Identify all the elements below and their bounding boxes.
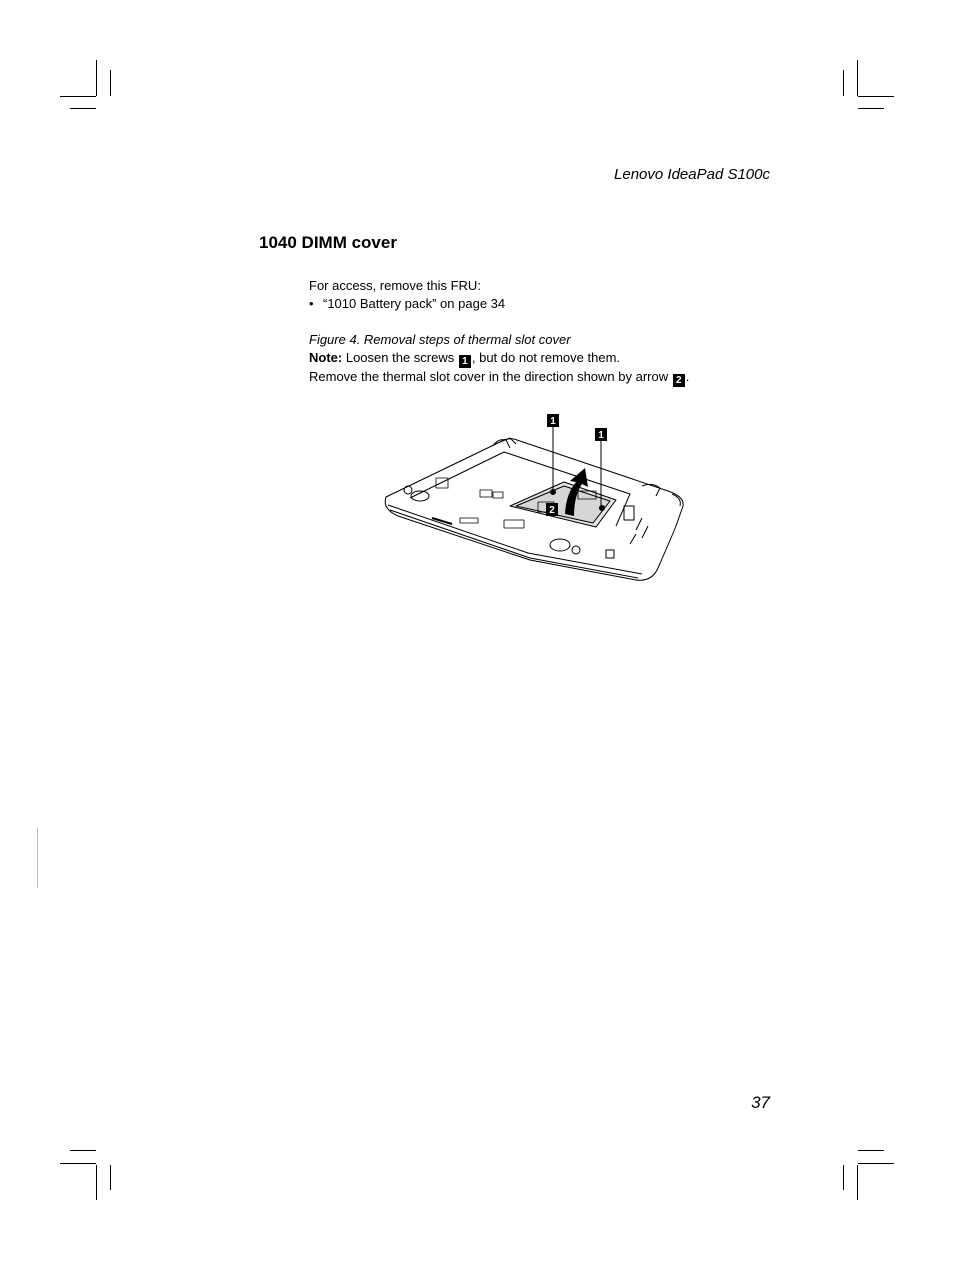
crop-mark	[70, 1150, 96, 1151]
instruction-line	[309, 369, 689, 387]
laptop-bottom-illustration	[380, 410, 690, 595]
crop-mark	[857, 60, 858, 96]
figure-caption: Figure 4. Removal steps of thermal slot cover	[309, 332, 571, 347]
crop-mark	[60, 1163, 96, 1164]
instruction-end: .	[685, 369, 690, 384]
fru-list-item	[309, 296, 505, 311]
fru-reference-link[interactable]: “1010 Battery pack” on page 34	[323, 296, 506, 311]
instruction-text: Remove the thermal slot cover in the direction shown by arrow	[309, 369, 669, 384]
callout-1-badge: 1	[459, 355, 471, 368]
crop-mark	[110, 1165, 111, 1190]
page-number: 37	[751, 1093, 770, 1112]
margin-mark	[37, 828, 38, 888]
crop-mark	[70, 108, 96, 109]
crop-mark	[857, 1165, 858, 1200]
callout-2-badge: 2	[673, 374, 685, 387]
running-header: Lenovo IdeaPad S100c	[614, 166, 770, 183]
bullet-icon: •	[309, 296, 314, 311]
note-text: Loosen the screws	[345, 350, 455, 365]
crop-mark	[858, 1150, 884, 1151]
crop-mark	[96, 60, 97, 96]
note-line	[309, 350, 620, 368]
laptop-bottom-figure	[380, 410, 690, 595]
crop-mark	[96, 1165, 97, 1200]
access-intro: For access, remove this FRU:	[309, 278, 481, 293]
crop-mark	[843, 1165, 844, 1190]
callout-1-label: 1	[598, 430, 604, 441]
crop-mark	[843, 70, 844, 96]
crop-mark	[110, 70, 111, 96]
section-title: 1040 DIMM cover	[259, 233, 397, 252]
crop-mark	[858, 96, 894, 97]
crop-mark	[858, 1163, 894, 1164]
crop-mark	[858, 108, 884, 109]
note-text-tail: , but do not remove them.	[471, 350, 621, 365]
crop-mark	[60, 96, 96, 97]
note-label: Note:	[309, 350, 343, 365]
callout-2-label: 2	[549, 505, 555, 516]
callout-1-label: 1	[550, 416, 556, 427]
